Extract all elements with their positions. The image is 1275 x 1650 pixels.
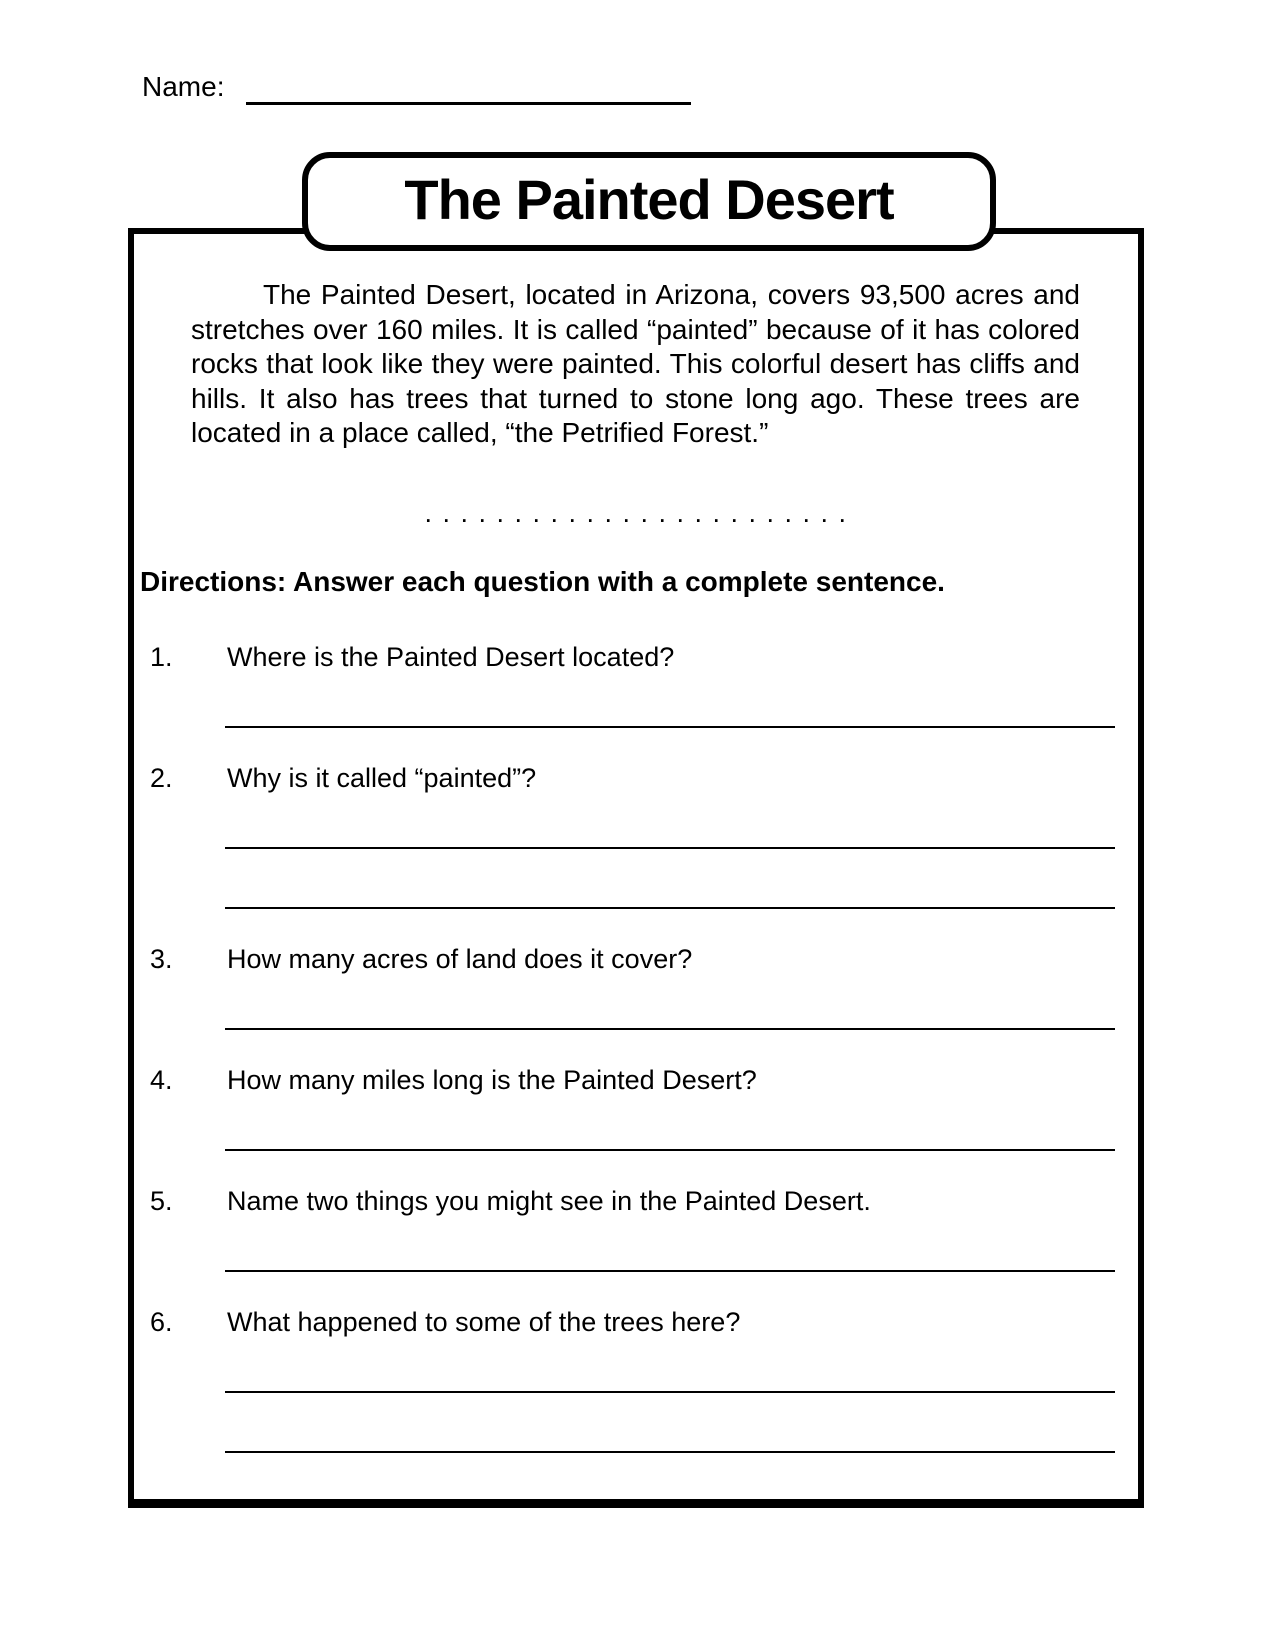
name-row (142, 68, 691, 105)
answer-line[interactable] (225, 1391, 1115, 1393)
dots-separator: . . . . . . . . . . . . . . . . . . . . . . . . (424, 498, 848, 528)
answer-line[interactable] (225, 1451, 1115, 1453)
question-text: What happened to some of the trees here? (227, 1307, 741, 1337)
question-row (150, 640, 1138, 674)
question-number: 3. (150, 944, 173, 974)
question-text: Where is the Painted Desert located? (227, 642, 675, 672)
question-number: 1. (150, 642, 173, 672)
question-item-4 (150, 1063, 1138, 1151)
question-text: How many miles long is the Painted Desert? (227, 1065, 757, 1095)
question-row (150, 1184, 1138, 1218)
worksheet-title: The Painted Desert (404, 168, 894, 231)
question-item-2 (150, 761, 1138, 909)
answer-line[interactable] (225, 1270, 1115, 1272)
question-row (150, 761, 1138, 795)
question-text: How many acres of land does it cover? (227, 944, 693, 974)
name-label: Name: (142, 71, 225, 102)
question-text: Why is it called “painted”? (227, 763, 537, 793)
question-row (150, 942, 1138, 976)
passage-text: The Painted Desert, located in Arizona, covers 93,500 acres and stretches over 160 miles. It is called “painted” because of it has colored rocks that look like they were painted. This colorful desert has cliffs and hills. It also has trees that turned to stone long ago. These trees are located in a place called, “the Petrified Forest.” (191, 279, 1080, 448)
answer-line[interactable] (225, 1149, 1115, 1151)
question-number: 2. (150, 763, 173, 793)
question-number: 5. (150, 1186, 173, 1216)
directions-text: Directions: Answer each question with a complete sentence. (140, 566, 945, 597)
question-number: 6. (150, 1307, 173, 1337)
name-blank-line[interactable] (246, 68, 691, 105)
question-text: Name two things you might see in the Painted Desert. (227, 1186, 871, 1216)
question-row (150, 1063, 1138, 1097)
question-item-5 (150, 1184, 1138, 1272)
question-number: 4. (150, 1065, 173, 1095)
question-item-1 (150, 640, 1138, 728)
title-box (302, 152, 996, 251)
question-item-6 (150, 1305, 1138, 1453)
answer-line[interactable] (225, 907, 1115, 909)
answer-line[interactable] (225, 1028, 1115, 1030)
answer-line[interactable] (225, 726, 1115, 728)
main-content-box (128, 228, 1144, 1508)
question-row (150, 1305, 1138, 1339)
answer-line[interactable] (225, 847, 1115, 849)
question-item-3 (150, 942, 1138, 1030)
